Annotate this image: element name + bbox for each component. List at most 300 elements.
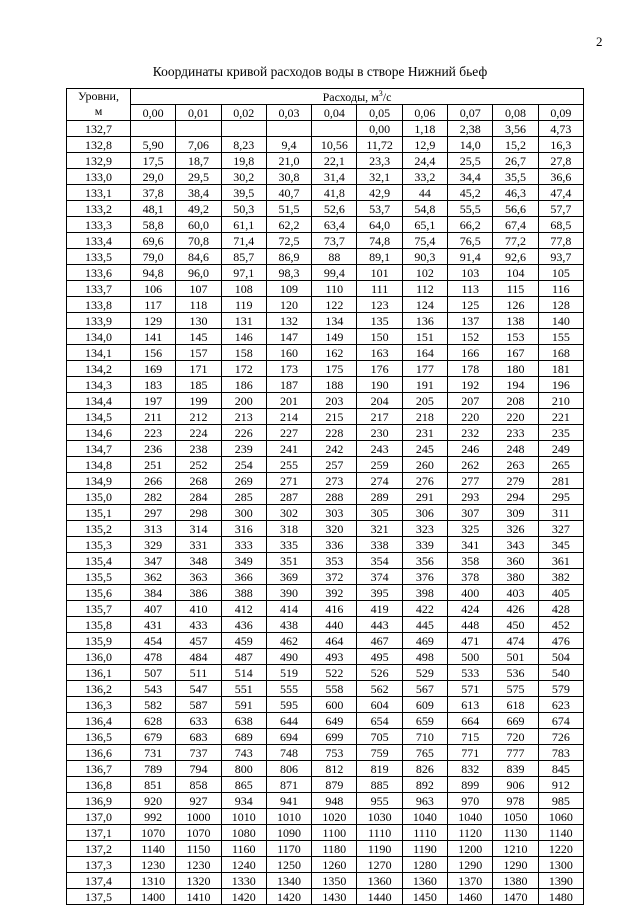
flow-value-cell: 99,4 bbox=[312, 265, 357, 281]
table-row bbox=[67, 777, 584, 793]
flow-value-cell: 777 bbox=[493, 745, 538, 761]
flow-value-cell: 1380 bbox=[493, 873, 538, 889]
flow-value-cell: 295 bbox=[538, 489, 583, 505]
flow-value-cell: 806 bbox=[266, 761, 311, 777]
flows-header-unit-rest: /с bbox=[382, 89, 392, 104]
levels-header-label: Уровни, bbox=[78, 89, 119, 103]
flow-value-cell: 35,5 bbox=[493, 169, 538, 185]
flow-value-cell: 180 bbox=[493, 361, 538, 377]
column-header: 0,07 bbox=[448, 105, 493, 121]
flow-value-cell: 519 bbox=[266, 665, 311, 681]
flow-value-cell: 333 bbox=[221, 537, 266, 553]
flow-value-cell: 1020 bbox=[312, 809, 357, 825]
flow-value-cell: 112 bbox=[402, 281, 447, 297]
flow-value-cell: 311 bbox=[538, 505, 583, 521]
flow-value-cell: 106 bbox=[131, 281, 176, 297]
level-cell: 136,9 bbox=[67, 793, 131, 809]
table-row bbox=[67, 297, 584, 313]
level-cell: 134,3 bbox=[67, 377, 131, 393]
flow-value-cell: 338 bbox=[357, 537, 402, 553]
flow-value-cell bbox=[176, 121, 221, 137]
flow-value-cell: 419 bbox=[357, 601, 402, 617]
flow-value-cell: 294 bbox=[493, 489, 538, 505]
flow-value-cell: 243 bbox=[357, 441, 402, 457]
flow-value-cell: 400 bbox=[448, 585, 493, 601]
level-cell: 133,1 bbox=[67, 185, 131, 201]
flow-value-cell: 587 bbox=[176, 697, 221, 713]
flow-value-cell: 71,4 bbox=[221, 233, 266, 249]
flow-value-cell: 21,0 bbox=[266, 153, 311, 169]
page-title bbox=[0, 64, 640, 80]
flow-value-cell: 300 bbox=[221, 505, 266, 521]
flow-value-cell: 101 bbox=[357, 265, 402, 281]
table-row bbox=[67, 425, 584, 441]
flow-value-cell: 19,8 bbox=[221, 153, 266, 169]
flow-value-cell: 1300 bbox=[538, 857, 583, 873]
page-title-text: Координаты кривой расходов воды в створе Нижний бьеф bbox=[152, 64, 488, 79]
flow-value-cell: 274 bbox=[357, 473, 402, 489]
column-header: 0,08 bbox=[493, 105, 538, 121]
flow-value-cell: 1080 bbox=[221, 825, 266, 841]
flow-value-cell: 325 bbox=[448, 521, 493, 537]
flow-value-cell: 737 bbox=[176, 745, 221, 761]
flow-value-cell: 245 bbox=[402, 441, 447, 457]
flow-value-cell: 269 bbox=[221, 473, 266, 489]
flow-value-cell: 72,5 bbox=[266, 233, 311, 249]
flow-value-cell: 1190 bbox=[402, 841, 447, 857]
flow-value-cell: 232 bbox=[448, 425, 493, 441]
flow-value-cell: 218 bbox=[402, 409, 447, 425]
level-cell: 135,3 bbox=[67, 537, 131, 553]
table-row bbox=[67, 441, 584, 457]
level-cell: 135,4 bbox=[67, 553, 131, 569]
flow-value-cell: 1110 bbox=[402, 825, 447, 841]
flow-value-cell: 858 bbox=[176, 777, 221, 793]
flow-value-cell: 238 bbox=[176, 441, 221, 457]
flow-value-cell: 1140 bbox=[538, 825, 583, 841]
flow-value-cell: 221 bbox=[538, 409, 583, 425]
flow-value-cell: 62,2 bbox=[266, 217, 311, 233]
flow-value-cell bbox=[131, 121, 176, 137]
table-row bbox=[67, 745, 584, 761]
flow-value-cell: 1170 bbox=[266, 841, 311, 857]
flow-value-cell: 162 bbox=[312, 345, 357, 361]
flow-value-cell: 1480 bbox=[538, 889, 583, 905]
flow-value-cell: 1340 bbox=[266, 873, 311, 889]
table-row bbox=[67, 585, 584, 601]
flow-value-cell: 205 bbox=[402, 393, 447, 409]
table-row bbox=[67, 233, 584, 249]
flow-value-cell: 96,0 bbox=[176, 265, 221, 281]
flow-value-cell: 128 bbox=[538, 297, 583, 313]
table-row bbox=[67, 633, 584, 649]
level-cell: 135,9 bbox=[67, 633, 131, 649]
flow-value-cell: 1390 bbox=[538, 873, 583, 889]
flow-value-cell: 478 bbox=[131, 649, 176, 665]
flow-value-cell: 529 bbox=[402, 665, 447, 681]
table-body bbox=[67, 89, 584, 905]
flow-value-cell: 134 bbox=[312, 313, 357, 329]
flow-value-cell: 865 bbox=[221, 777, 266, 793]
flow-value-cell: 920 bbox=[131, 793, 176, 809]
flow-value-cell: 91,4 bbox=[448, 249, 493, 265]
flow-value-cell: 1370 bbox=[448, 873, 493, 889]
flow-value-cell: 215 bbox=[312, 409, 357, 425]
flow-value-cell: 487 bbox=[221, 649, 266, 665]
flow-value-cell: 783 bbox=[538, 745, 583, 761]
flow-value-cell: 217 bbox=[357, 409, 402, 425]
flow-value-cell: 265 bbox=[538, 457, 583, 473]
flow-value-cell: 363 bbox=[176, 569, 221, 585]
flow-value-cell: 140 bbox=[538, 313, 583, 329]
flow-value-cell: 495 bbox=[357, 649, 402, 665]
flow-value-cell: 819 bbox=[357, 761, 402, 777]
flow-value-cell: 448 bbox=[448, 617, 493, 633]
flow-value-cell: 362 bbox=[131, 569, 176, 585]
flow-value-cell: 242 bbox=[312, 441, 357, 457]
flow-value-cell: 1210 bbox=[493, 841, 538, 857]
flow-value-cell: 536 bbox=[493, 665, 538, 681]
flow-value-cell: 382 bbox=[538, 569, 583, 585]
flow-value-cell: 177 bbox=[402, 361, 447, 377]
flow-value-cell: 839 bbox=[493, 761, 538, 777]
flow-value-cell: 94,8 bbox=[131, 265, 176, 281]
table-row bbox=[67, 873, 584, 889]
flow-value-cell: 600 bbox=[312, 697, 357, 713]
levels-header-cell bbox=[67, 89, 131, 121]
flow-value-cell: 49,2 bbox=[176, 201, 221, 217]
flow-value-cell: 970 bbox=[448, 793, 493, 809]
flow-value-cell: 15,2 bbox=[493, 137, 538, 153]
flow-value-cell: 1220 bbox=[538, 841, 583, 857]
column-header: 0,09 bbox=[538, 105, 583, 121]
table-row bbox=[67, 329, 584, 345]
flow-value-cell: 37,8 bbox=[131, 185, 176, 201]
flow-value-cell: 507 bbox=[131, 665, 176, 681]
flow-value-cell: 623 bbox=[538, 697, 583, 713]
flow-value-cell: 118 bbox=[176, 297, 221, 313]
table-row bbox=[67, 889, 584, 905]
flow-value-cell: 289 bbox=[357, 489, 402, 505]
flow-value-cell: 103 bbox=[448, 265, 493, 281]
flow-value-cell: 871 bbox=[266, 777, 311, 793]
flow-value-cell: 220 bbox=[493, 409, 538, 425]
table-row bbox=[67, 137, 584, 153]
flow-value-cell: 227 bbox=[266, 425, 311, 441]
flow-value-cell: 832 bbox=[448, 761, 493, 777]
flow-value-cell: 1130 bbox=[493, 825, 538, 841]
flow-value-cell: 48,1 bbox=[131, 201, 176, 217]
flow-value-cell: 467 bbox=[357, 633, 402, 649]
flow-value-cell: 386 bbox=[176, 585, 221, 601]
flow-value-cell: 173 bbox=[266, 361, 311, 377]
flow-value-cell: 879 bbox=[312, 777, 357, 793]
flow-value-cell: 24,4 bbox=[402, 153, 447, 169]
flow-value-cell: 36,6 bbox=[538, 169, 583, 185]
flow-value-cell: 69,6 bbox=[131, 233, 176, 249]
page-number: 2 bbox=[596, 34, 603, 49]
flow-value-cell: 339 bbox=[402, 537, 447, 553]
flow-value-cell: 595 bbox=[266, 697, 311, 713]
flow-value-cell: 187 bbox=[266, 377, 311, 393]
flow-value-cell: 293 bbox=[448, 489, 493, 505]
flow-value-cell: 224 bbox=[176, 425, 221, 441]
flow-value-cell: 168 bbox=[538, 345, 583, 361]
flow-value-cell: 181 bbox=[538, 361, 583, 377]
table-row bbox=[67, 489, 584, 505]
flow-value-cell: 378 bbox=[448, 569, 493, 585]
flow-value-cell: 93,7 bbox=[538, 249, 583, 265]
flows-header-cell bbox=[131, 89, 584, 105]
flow-value-cell: 88 bbox=[312, 249, 357, 265]
column-header: 0,03 bbox=[266, 105, 311, 121]
table-row bbox=[67, 697, 584, 713]
flow-value-cell: 464 bbox=[312, 633, 357, 649]
flow-value-cell: 76,5 bbox=[448, 233, 493, 249]
flow-value-cell: 484 bbox=[176, 649, 221, 665]
flow-value-cell: 1330 bbox=[221, 873, 266, 889]
flow-value-cell: 759 bbox=[357, 745, 402, 761]
flow-value-cell: 609 bbox=[402, 697, 447, 713]
column-header: 0,05 bbox=[357, 105, 402, 121]
flow-value-cell: 41,8 bbox=[312, 185, 357, 201]
flow-value-cell: 190 bbox=[357, 377, 402, 393]
flow-value-cell: 522 bbox=[312, 665, 357, 681]
level-cell: 135,7 bbox=[67, 601, 131, 617]
flow-value-cell: 266 bbox=[131, 473, 176, 489]
level-cell: 135,6 bbox=[67, 585, 131, 601]
flow-value-cell: 669 bbox=[493, 713, 538, 729]
flow-value-cell: 4,73 bbox=[538, 121, 583, 137]
flow-value-cell: 1290 bbox=[493, 857, 538, 873]
flow-value-cell: 753 bbox=[312, 745, 357, 761]
flow-value-cell: 436 bbox=[221, 617, 266, 633]
flow-value-cell: 948 bbox=[312, 793, 357, 809]
flow-value-cell: 349 bbox=[221, 553, 266, 569]
level-cell: 136,3 bbox=[67, 697, 131, 713]
flow-value-cell: 1040 bbox=[448, 809, 493, 825]
flow-value-cell: 9,4 bbox=[266, 137, 311, 153]
flow-value-cell: 892 bbox=[402, 777, 447, 793]
flow-value-cell: 416 bbox=[312, 601, 357, 617]
table-row bbox=[67, 521, 584, 537]
flow-value-cell: 412 bbox=[221, 601, 266, 617]
flow-value-cell: 75,4 bbox=[402, 233, 447, 249]
flow-value-cell: 220 bbox=[448, 409, 493, 425]
flow-value-cell: 426 bbox=[493, 601, 538, 617]
flow-value-cell: 348 bbox=[176, 553, 221, 569]
table-row bbox=[67, 153, 584, 169]
level-cell: 135,8 bbox=[67, 617, 131, 633]
table-row bbox=[67, 393, 584, 409]
flow-value-cell: 1120 bbox=[448, 825, 493, 841]
flow-value-cell bbox=[221, 121, 266, 137]
flow-value-cell: 1260 bbox=[312, 857, 357, 873]
flow-value-cell: 31,4 bbox=[312, 169, 357, 185]
flow-value-cell: 47,4 bbox=[538, 185, 583, 201]
flow-value-cell: 1110 bbox=[357, 825, 402, 841]
level-cell: 134,9 bbox=[67, 473, 131, 489]
flow-value-cell: 1030 bbox=[357, 809, 402, 825]
flow-value-cell: 388 bbox=[221, 585, 266, 601]
flow-value-cell: 55,5 bbox=[448, 201, 493, 217]
flow-value-cell: 1290 bbox=[448, 857, 493, 873]
flow-value-cell: 613 bbox=[448, 697, 493, 713]
flow-value-cell: 77,8 bbox=[538, 233, 583, 249]
flow-value-cell: 51,5 bbox=[266, 201, 311, 217]
flow-value-cell: 233 bbox=[493, 425, 538, 441]
flow-value-cell: 501 bbox=[493, 649, 538, 665]
flow-value-cell: 29,5 bbox=[176, 169, 221, 185]
level-cell: 133,4 bbox=[67, 233, 131, 249]
flow-value-cell: 372 bbox=[312, 569, 357, 585]
flow-value-cell: 109 bbox=[266, 281, 311, 297]
flow-value-cell: 155 bbox=[538, 329, 583, 345]
flow-value-cell: 562 bbox=[357, 681, 402, 697]
flow-value-cell: 309 bbox=[493, 505, 538, 521]
flow-value-cell: 490 bbox=[266, 649, 311, 665]
flow-value-cell: 273 bbox=[312, 473, 357, 489]
flow-value-cell: 147 bbox=[266, 329, 311, 345]
flow-value-cell: 374 bbox=[357, 569, 402, 585]
flow-value-cell: 715 bbox=[448, 729, 493, 745]
table-row bbox=[67, 713, 584, 729]
level-cell: 137,1 bbox=[67, 825, 131, 841]
flow-value-cell: 314 bbox=[176, 521, 221, 537]
flow-value-cell: 851 bbox=[131, 777, 176, 793]
flow-value-cell: 1050 bbox=[493, 809, 538, 825]
flow-value-cell: 450 bbox=[493, 617, 538, 633]
flow-value-cell: 303 bbox=[312, 505, 357, 521]
flow-value-cell: 1190 bbox=[357, 841, 402, 857]
flow-value-cell: 58,8 bbox=[131, 217, 176, 233]
flow-value-cell: 305 bbox=[357, 505, 402, 521]
flow-value-cell: 116 bbox=[538, 281, 583, 297]
flow-value-cell: 1,18 bbox=[402, 121, 447, 137]
flow-value-cell: 543 bbox=[131, 681, 176, 697]
flow-value-cell: 431 bbox=[131, 617, 176, 633]
flow-value-cell: 547 bbox=[176, 681, 221, 697]
level-cell: 136,2 bbox=[67, 681, 131, 697]
flow-value-cell: 246 bbox=[448, 441, 493, 457]
level-cell: 133,2 bbox=[67, 201, 131, 217]
flow-value-cell: 279 bbox=[493, 473, 538, 489]
flow-value-cell: 33,2 bbox=[402, 169, 447, 185]
flow-value-cell: 39,5 bbox=[221, 185, 266, 201]
flow-value-cell: 395 bbox=[357, 585, 402, 601]
level-cell: 135,2 bbox=[67, 521, 131, 537]
level-cell: 137,0 bbox=[67, 809, 131, 825]
flow-value-cell: 699 bbox=[312, 729, 357, 745]
flow-value-cell: 204 bbox=[357, 393, 402, 409]
flow-value-cell: 433 bbox=[176, 617, 221, 633]
flow-value-cell: 201 bbox=[266, 393, 311, 409]
flow-value-cell: 26,7 bbox=[493, 153, 538, 169]
flow-value-cell: 571 bbox=[448, 681, 493, 697]
flow-value-cell: 743 bbox=[221, 745, 266, 761]
column-header: 0,01 bbox=[176, 105, 221, 121]
table-row bbox=[67, 361, 584, 377]
flow-value-cell: 185 bbox=[176, 377, 221, 393]
flow-value-cell: 40,7 bbox=[266, 185, 311, 201]
flow-value-cell: 255 bbox=[266, 457, 311, 473]
flow-value-cell: 789 bbox=[131, 761, 176, 777]
flow-value-cell: 141 bbox=[131, 329, 176, 345]
flow-value-cell: 1150 bbox=[176, 841, 221, 857]
flow-value-cell: 978 bbox=[493, 793, 538, 809]
flow-value-cell: 1410 bbox=[176, 889, 221, 905]
flow-value-cell: 1230 bbox=[131, 857, 176, 873]
flow-value-cell: 287 bbox=[266, 489, 311, 505]
flow-value-cell: 1070 bbox=[131, 825, 176, 841]
flow-value-cell: 654 bbox=[357, 713, 402, 729]
level-cell: 133,7 bbox=[67, 281, 131, 297]
level-cell: 134,8 bbox=[67, 457, 131, 473]
level-cell: 136,1 bbox=[67, 665, 131, 681]
flow-value-cell: 638 bbox=[221, 713, 266, 729]
flow-value-cell: 107 bbox=[176, 281, 221, 297]
flow-value-cell: 471 bbox=[448, 633, 493, 649]
flow-value-cell: 131 bbox=[221, 313, 266, 329]
flow-value-cell: 7,06 bbox=[176, 137, 221, 153]
flow-value-cell: 23,3 bbox=[357, 153, 402, 169]
flow-value-cell: 331 bbox=[176, 537, 221, 553]
flow-value-cell: 955 bbox=[357, 793, 402, 809]
flows-header-unit-exponent: 3 bbox=[378, 88, 383, 98]
flow-value-cell: 1360 bbox=[402, 873, 447, 889]
flow-value-cell: 79,0 bbox=[131, 249, 176, 265]
flow-value-cell: 540 bbox=[538, 665, 583, 681]
table-row bbox=[67, 537, 584, 553]
flow-value-cell: 452 bbox=[538, 617, 583, 633]
flow-value-cell: 111 bbox=[357, 281, 402, 297]
flow-value-cell: 514 bbox=[221, 665, 266, 681]
flow-value-cell: 1100 bbox=[312, 825, 357, 841]
flow-value-cell: 694 bbox=[266, 729, 311, 745]
flow-value-cell: 29,0 bbox=[131, 169, 176, 185]
flow-value-cell: 223 bbox=[131, 425, 176, 441]
flow-value-cell: 5,90 bbox=[131, 137, 176, 153]
flow-value-cell: 271 bbox=[266, 473, 311, 489]
flow-value-cell: 644 bbox=[266, 713, 311, 729]
flow-value-cell bbox=[266, 121, 311, 137]
flow-value-cell: 689 bbox=[221, 729, 266, 745]
flow-value-cell: 720 bbox=[493, 729, 538, 745]
flow-value-cell: 748 bbox=[266, 745, 311, 761]
flow-value-cell: 16,3 bbox=[538, 137, 583, 153]
flow-value-cell: 906 bbox=[493, 777, 538, 793]
flow-value-cell: 211 bbox=[131, 409, 176, 425]
flow-value-cell: 90,3 bbox=[402, 249, 447, 265]
flow-value-cell: 459 bbox=[221, 633, 266, 649]
flow-value-cell: 500 bbox=[448, 649, 493, 665]
flow-value-cell: 191 bbox=[402, 377, 447, 393]
level-cell: 136,0 bbox=[67, 649, 131, 665]
flow-value-cell: 1140 bbox=[131, 841, 176, 857]
flow-value-cell: 44 bbox=[402, 185, 447, 201]
flow-value-cell: 351 bbox=[266, 553, 311, 569]
flow-value-cell: 731 bbox=[131, 745, 176, 761]
flow-value-cell: 392 bbox=[312, 585, 357, 601]
table-row bbox=[67, 265, 584, 281]
flow-value-cell: 533 bbox=[448, 665, 493, 681]
table-row bbox=[67, 617, 584, 633]
flow-value-cell: 318 bbox=[266, 521, 311, 537]
table-row bbox=[67, 841, 584, 857]
flows-header-label: Расходы, м bbox=[322, 89, 379, 104]
level-cell: 133,8 bbox=[67, 297, 131, 313]
table-row bbox=[67, 729, 584, 745]
